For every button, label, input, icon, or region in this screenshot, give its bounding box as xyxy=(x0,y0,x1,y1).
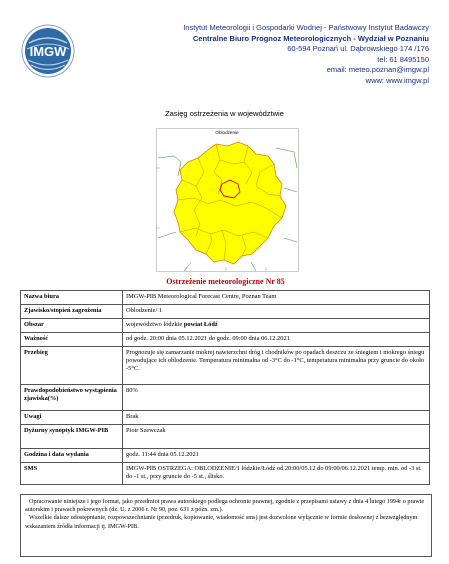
table-row xyxy=(21,463,430,485)
table-row xyxy=(21,291,430,305)
row-label: Godzina i data wydania xyxy=(21,449,123,463)
row-value: Piotr Szewczak xyxy=(123,425,430,449)
row-value: IMGW-PIB OSTRZEGA: OBLODZENIE/1 łódzkie/Łódź od 20:00/05.12 do 09:00/06.12.2021 temp. min. od -3 st. do -1 st., przy gruncie do -5 st., ślisko. xyxy=(123,463,430,485)
warning-title: Ostrzeżenie meteorologiczne Nr 85 xyxy=(166,277,285,286)
row-label: Obszar xyxy=(21,319,123,333)
area-county: powiat Łódź xyxy=(183,320,218,328)
imgw-logo xyxy=(21,24,75,78)
row-label: Zjawisko/stopień zagrożenia xyxy=(21,305,123,319)
table-row xyxy=(21,347,430,385)
row-label: Nazwa biura xyxy=(21,291,123,305)
institute-header xyxy=(139,23,429,87)
bureau-name: Centralne Biuro Prognoz Meteorologicznych - Wydział w Poznaniu xyxy=(192,33,429,43)
address: 60-594 Poznań ul. Dąbrowskiego 174 /176 xyxy=(287,44,429,54)
logo-text: IMGW xyxy=(29,44,67,59)
row-value: godz. 11:44 dnia 05.12.2021 xyxy=(123,449,430,463)
institute-name: Instytut Meteorologii i Gospodarki Wodnej - Państwowy Instytut Badawczy xyxy=(183,23,429,32)
row-value: Prognozuje się zamarzanie mokrej nawierzchni dróg i chodników po opadach deszczu ze śniegiem i mokrego śniegu powodujące ich oblodzenie. Temperatura minimalna od -3°C do -1°C, temperatura minimalna przy gruncie do około -5°C. xyxy=(123,347,430,385)
row-label: Ważność xyxy=(21,333,123,347)
row-value: od godz. 20:00 dnia 05.12.2021 do godz. 09:00 dnia 06.12.2021 xyxy=(123,333,430,347)
copyright-paragraph-2: Wszelkie dalsze udostępnianie, rozpowszechnianie (przedruk, kopiowanie, wiadomość sms) jest dozwolone wyłącznie w formie dosłownej z bezwzględnym wskazaniem źródła informacji tj. IMGW-PIB. xyxy=(25,514,418,530)
table-row xyxy=(21,425,430,449)
row-value xyxy=(123,319,430,333)
table-row xyxy=(21,319,430,333)
warning-map xyxy=(156,128,299,272)
row-label: Prawdopodobieństwo wystąpienia zjawiska(%) xyxy=(21,385,123,411)
row-value: Brak xyxy=(123,411,430,425)
email[interactable]: email: meteo.poznan@imgw.pl xyxy=(326,65,429,75)
row-label: Przebieg xyxy=(21,347,123,385)
table-row xyxy=(21,385,430,411)
table-row xyxy=(21,449,430,463)
warning-table xyxy=(20,290,430,485)
row-label: Dyżurny synoptyk IMGW-PIB xyxy=(21,425,123,449)
phone: tel: 61 8495150 xyxy=(377,54,429,64)
table-row xyxy=(21,333,430,347)
table-row xyxy=(21,305,430,319)
row-value: Oblodzenie/ 1 xyxy=(123,305,430,319)
row-value: 80% xyxy=(123,385,430,411)
website[interactable]: www: www.imgw.pl xyxy=(365,75,429,85)
copyright-paragraph-1: Opracowanie niniejsze i jego format, jako przedmiot prawa autorskiego podlega ochronie prawnej, zgodnie z przepisami ustawy z dnia 4 lutego 1994r o prawie autorskim i prawach pokrewnych (dz. U. z 2006 r. Nr 90, poz. 631 z późn. zm.). xyxy=(25,498,425,514)
copyright-notice xyxy=(20,494,432,557)
area-prefix: województwo łódzkie xyxy=(126,320,184,328)
map-title: Zasięg ostrzeżenia w województwie xyxy=(165,109,284,118)
map-legend-label: Oblodzenie xyxy=(215,130,239,135)
row-value: IMGW-PIB Meteorological Forecast Centre, Poznan Team xyxy=(123,291,430,305)
row-label: SMS xyxy=(21,463,123,485)
table-row xyxy=(21,411,430,425)
row-label: Uwagi xyxy=(21,411,123,425)
